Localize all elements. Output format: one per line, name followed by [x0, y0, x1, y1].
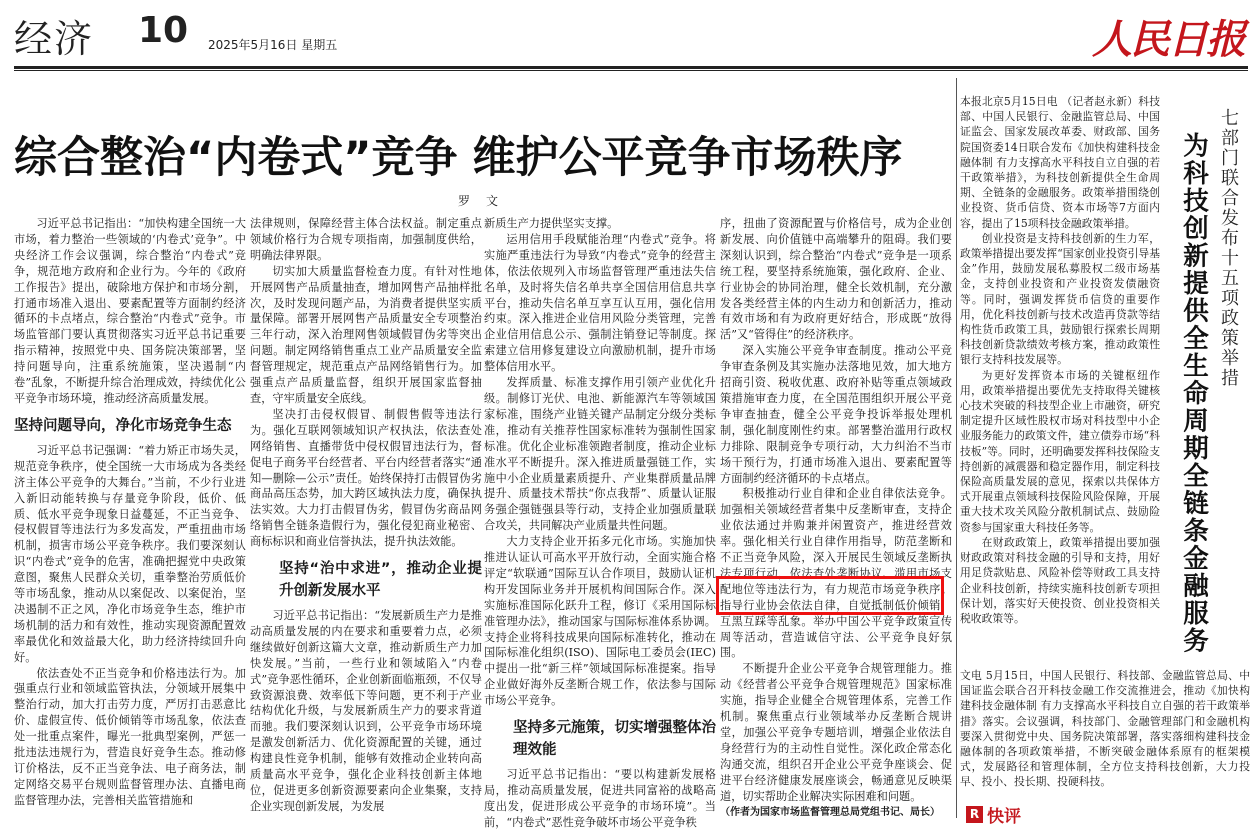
- paragraph: 习近平总书记指出：“发展新质生产力是推动高质量发展的内在要求和重要着力点，必须继续做好创新这篇大文章，推动新质生产力加快发展。”当前，一些行业和领域陷入“内卷式”竞争恶性循环，企业创新面临瓶颈，不仅导致资源浪费、效率低下等问题，更不利于产业结构优化升级，与发展新质生产力的要求背道而驰。我们要深刻认识到，公平竞争市场环境是激发创新活力、优化资源配置的关键，通过构建良性竞争机制，能够有效推动企业转向高质量高水平竞争，强化企业科技创新主体地位，促进更多创新资源要素向企业集聚，支持企业实现创新发展，为发展: [250, 609, 482, 813]
- paragraph: 坚决打击侵权假冒、制假售假等违法行为。强化互联网领域知识产权执法，依法查处网络销售、直播带货中侵权假冒违法行为，督促电子商务平台经营者、平台内经营者落实“通知—删除—公示”责任。始终保持打击假冒伪劣商品高压态势，加大跨区域执法力度，确保执法实效。大力打击假冒伪劣，假冒伪劣商品网络销售全链条造假行为，强化侵犯商业秘密、商标标识和商业信誉执法，提升执法效能。: [250, 407, 482, 549]
- article-headline: 综合整治“内卷式”竞争 维护公平竞争市场秩序: [14, 133, 903, 183]
- quick-comment-label: [966, 802, 1021, 827]
- paragraph: 为更好发挥资本市场的关键枢纽作用，政策举措提出要优先支持取得关键核心技术突破的科技型企业上市融资，研究制定提升区域性股权市场对科技型中小企业服务能力的政策文件，建立债券市场“科技板”等。同时，还明确要发挥科技保险支持创新的减震器和稳定器作用，制定科技保险高质量发展的意见，探索以共保体方式开展重点领域科技保险风险保障，开展重大技术攻关风险分散机制试点、鼓励险资参与国家重大科技任务等。: [960, 368, 1160, 534]
- paragraph: 依法查处不正当竞争和价格违法行为。加强重点行业和领域监管执法，分领域开展集中整治行动，加大打击劳力度，严厉打击恶意比价、虚假宣传、低价倾销等市场乱象，依法查处一批重点案件，曝光一批典型案例，严惩一批违法违规行为，营造良好竞争生态。推动修订价格法，反不正当竞争法、电子商务法，制定网络交易平台规则监督管理办法、直播电商监督管理办法，完善相关监管措施和: [14, 666, 246, 807]
- paragraph: 文电 5月15日，中国人民银行、科技部、金融监管总局、中国证监会联合召开科技金融工作交流推进会，推动《加快构建科技金融体制 有力支撑高水平科技自立自强的若干政策举措》落实。会议强调，科技部门、金融管理部门和金融机构要深入贯彻党中央、国务院决策部署，落实落细构建科技金融体制的各项政策举措，不断突破金融体系原有的框架模式，发展路径和管理体制，全方位支持科技创新，大力投早、投小、投长期、投硬科技。: [960, 669, 1250, 789]
- article-column-2: [250, 216, 482, 816]
- page-number: 10: [138, 10, 189, 51]
- paragraph: 创业投资是支持科技创新的生力军，政策举措提出要发挥“国家创业投资引导基金”作用，鼓励发展私募股权二级市场基金，支持创业投资和产业投资发债融资等。同时，强调发挥货币信贷的重要作用，优化科技创新与技术改造再贷款等结构性货币政策工具，鼓励银行探索长周期科技创新贷款绩效考核方案，推动政策性银行支持科技发展等。: [960, 231, 1160, 367]
- quick-comment-icon: R: [966, 806, 983, 823]
- quick-comment-text: 快评: [987, 807, 1021, 827]
- section-subheading: 坚持“治中求进”，推动企业提升创新发展水平: [279, 561, 482, 600]
- article-column-3: [484, 216, 716, 829]
- sidebar-news-brief: [960, 668, 1250, 800]
- issue-date: 2025年5月16日 星期五: [208, 38, 338, 52]
- paragraph: 序，扭曲了资源配置与价格信号，成为企业创新发展、向价值链中高端攀升的阻碍。我们要深刻认识到，综合整治“内卷式”竞争是一项系统工程，要坚持系统施策，强化政府、企业、行业协会的协同治理，健全长效机制，充分激发各类经营主体的内生动力和创新活力，推动有效市场和有为政府更好结合，形成既“放得活”又“管得住”的经济秩序。: [720, 217, 952, 342]
- article-author: 罗文: [458, 194, 515, 208]
- paragraph-text: 积极推动行业自律和企业自律依法竞争。加强相关领域经营者集中反垄断审查，支持企业依法通过并购兼并闲置资产，推进经营效率。强化相关行业自律作用指导，防范垄断和不正当竞争风险，深入开展民生领域反垄断执法专项行动，依法查处垄断协议、滥用市场支配地位等违法行为，有力规范市场竞争秩序。: [720, 487, 952, 596]
- article-column-1: [14, 216, 246, 816]
- header-rule-thin: [14, 70, 1248, 71]
- sidebar-article: [960, 94, 1160, 662]
- sidebar-lead: 本报北京5月15日电 （记者赵永新）科技部、中国人民银行、金融监管总局、中国证监会、国家发展改革委、财政部、国务院国资委14日联合发布《加快构建科技金融体制 有力支撑高水平科技自立自强的若干政策举措》，为科技创新提供全生命周期、全链条的金融服务。政策举措围绕创业投资、货币信贷、资本市场等7方面内容，提出了15项科技金融政策举措。: [960, 95, 1160, 230]
- paragraph: 切实加大质量监督检查力度。有针对性地开展网售产品质量抽查，增加网售产品抽样批次，及时发现问题产品，为消费者提供坚实质量保障。部署开展网售产品质量安全专项整治三年行动，深入治理网售领域假冒伪劣等突出问题。制定网络销售重点工业产品质量安全监督管理规定，规范重点产品网络销售行为。加强重点产品质量监督，组织开展国家监督抽查，守牢质量安全底线。: [250, 264, 482, 405]
- section-name: 经济: [14, 17, 95, 61]
- paragraph-text: 举办中国公平竞争政策宣传周等活动，营造诚信守法、公平竞争良好氛围。: [720, 614, 952, 660]
- newspaper-masthead: 人民日报: [1092, 16, 1244, 63]
- section-subheading: 坚持问题导向，净化市场竞争生态: [14, 417, 232, 434]
- paragraph: 不断提升企业公平竞争合规管理能力。推动《经营者公平竞争合规管理规范》国家标准实施，指导企业健全合规管理体系，完善工作机制。聚焦重点行业领域举办反垄断合规讲堂，加强公平竞争专题培训，增强企业依法自身经营行为的主动性自觉性。深化政企常态化沟通交流，组织召开企业公平竞争座谈会、促进平台经济健康发展座谈会，畅通意见反映渠道，切实帮助企业解决实际困难和问题。: [720, 662, 952, 803]
- paragraph: 在财政政策上，政策举措提出要加强财政政策对科技金融的引导和支持，用好用足贷款贴息、风险补偿等财政工具支持企业科技创新，持续实施科技创新专项担保计划，落实好天使投资、创业投资相关税收政策等。: [960, 535, 1160, 625]
- column-divider: [956, 78, 957, 818]
- page-header: [0, 0, 1258, 72]
- paragraph: 新质生产力提供坚实支撑。: [484, 217, 619, 230]
- paragraph: 法律规则，保障经营主体合法权益。制定重点领域价格行为合规专项指南，加强制度供给，明确法律界限。: [250, 217, 482, 262]
- paragraph: [720, 486, 952, 661]
- paragraph: 运用信用手段赋能治理“内卷式”竞争。将实施严重违法行为导致“内卷式”竞争的经营主体，依法依规列入市场监督管理严重违法失信名单，及时将失信名单共享全国信用信息共享平台，推动失信名单互享互认互用，强化信用约束。深入推进企业信用风险分类管理，完善企业信用信息公示、强制注销登记等制度。探索建立信用修复建设立向激励机制，提升市场整体信用水平。: [484, 232, 716, 374]
- highlighted-sentence: 指导行业协会依法自律，自觉抵制低价倾销、互黑互踩等乱象。: [720, 598, 952, 628]
- header-rule: [14, 66, 1248, 69]
- paragraph: 习近平总书记指出：“要以构建新发展格局，推动高质量发展，促进共同富裕的战略高度出发，促进形成公平竞争的市场环境”。当前，“内卷式”恶性竞争破坏市场公平竞争秩: [484, 768, 716, 829]
- sidebar-kicker: 七部门联合发布十五项政策举措: [1218, 108, 1239, 388]
- sidebar-headline: 为科技创新提供全生命周期全链条金融服务: [1179, 132, 1209, 655]
- article-column-4: [720, 216, 952, 816]
- paragraph: 发挥质量、标准支撑作用引领产业优化升级。制修订光伏、电池、新能源汽车等领域国家标准，围绕产业链关键产品制定分级分类标准，推动有关推荐性国家标准转为强制性国家标准。优化企业标准领跑者制度，推动企业标准水平不断提升。深入推进质量强链工作，实施中小企业质量素质提升、产业集群质量品牌提升、质量技术帮扶“你点我帮”、质量认证服务强企强链强县等行动，支持企业加强质量联合攻关，共同解决产业质量共性问题。: [484, 376, 716, 533]
- paragraph: 大力支持企业开拓多元化市场。实施加快推进认证认可高水平开放行动，全面实施合格评定“软联通”国际互认合作项目，鼓励认证机构开发国际业务并开展机构间国际合作。深入实施标准国际化跃升工程，修订《采用国际标准管理办法》，推动国家与国际标准体系协调。支持企业将科技成果向国际标准转化，推动在国际标准化组织(ISO)、国际电工委员会(IEC)中提出一批“新三样”领域国际标准提案。指导企业做好海外反垄断合规工作，依法参与国际市场公平竞争。: [484, 535, 716, 708]
- author-byline: （作者为国家市场监督管理总局党组书记、局长）: [720, 806, 940, 818]
- paragraph: 深入实施公平竞争审查制度。推动公平竞争审查条例及其实施办法落地见效，加大地方招商引资、税收优惠、政府补贴等重点领域政策措施审查力度，在全国范围组织开展公平竞争审查抽查，健全公平竞争投诉举报处理机制，强化制度刚性约束。部署整治滥用行政权力排除、限制竞争专项行动，大力纠治不当市场干预行为，打通市场准入退出、要素配置等方面制约经济循环的卡点堵点。: [720, 344, 952, 485]
- section-subheading: 坚持多元施策，切实增强整体治理效能: [513, 720, 716, 759]
- paragraph: 习近平总书记强调：“着力矫正市场失灵，规范竞争秩序，使全国统一大市场成为各类经济主体公平竞争的大舞台。”当前，不少行业进入新旧动能转换与存量竞争阶段，低价、低质、低水平竞争现象日益蔓延，不正当竞争、侵权假冒等违法行为多发高发，严重扭曲市场机制，损害市场公平竞争秩序。我们要深刻认识“内卷式”竞争的危害，准确把握党中央政策意图，聚焦人民群众关切，重拳整治劳质低价等市场乱象，推动从以案促改、以案促治，坚决遏制不正之风，净化市场竞争生态，维护市场机制的活力和有效性，推动实现资源配置效率最优化和效益最大化，助力经济持续回升向好。: [14, 443, 246, 664]
- paragraph: 习近平总书记指出：“加快构建全国统一大市场，着力整治一些领域的‘内卷式’竞争”。中央经济工作会议强调，综合整治“内卷式”竞争，规范地方政府和企业行为。今年的《政府工作报告》提出，破除地方保护和市场分割，打通市场准入退出、要素配置等方面制约经济循环的卡点堵点，综合整治“内卷式”竞争。市场监管部门要认真贯彻落实习近平总书记重要指示精神，按照党中央、国务院决策部署，坚持问题导向，注重系统施策，坚决遏制“内卷”乱象，不断提升综合治理成效，持续优化公平竞争市场环境，推动经济高质量发展。: [14, 217, 246, 405]
